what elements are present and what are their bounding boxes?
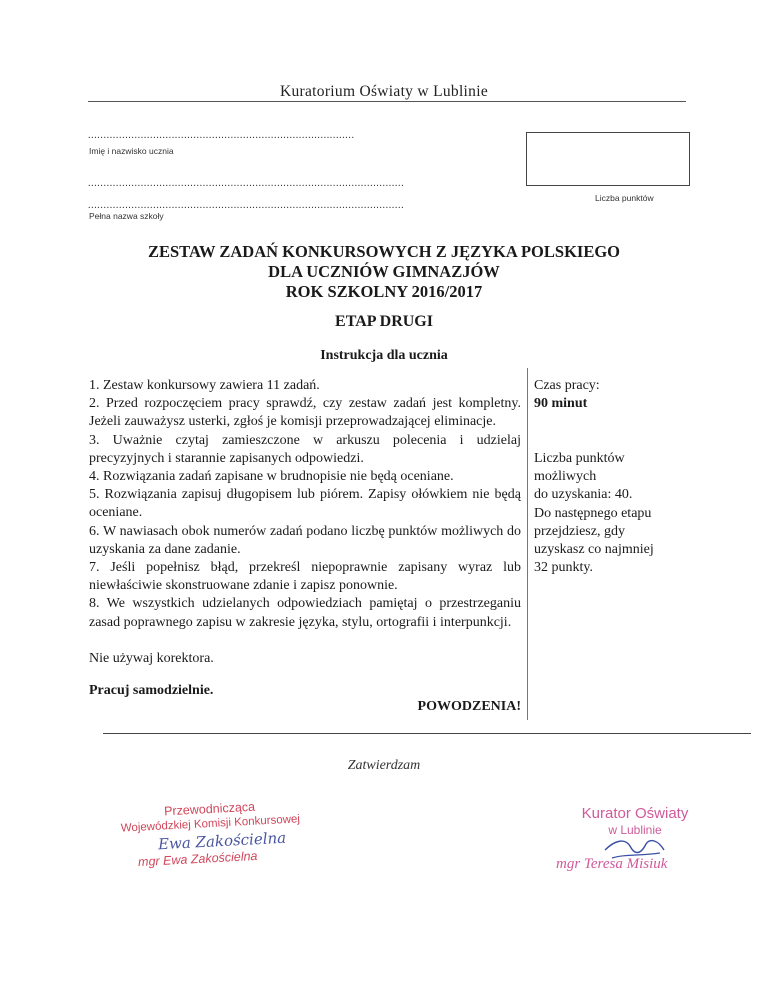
- instruction-item: 6. W nawiasach obok numerów zadań podano liczbę punktów możliwych do uzyskania za dane zadanie.: [89, 523, 521, 557]
- instruction-item: 2. Przed rozpoczęciem pracy sprawdź, czy zestaw zadań jest kompletny. Jeżeli zauważysz usterki, zgłoś je komisji przeprowadzającej eliminacje.: [89, 396, 521, 430]
- right-stamp-line-2: w Lublinie: [608, 823, 662, 837]
- instruction-item: 3. Uważnie czytaj zamieszczone w arkuszu polecenia i udzielaj precyzyjnych i starannie zapisanych odpowiedzi.: [89, 432, 521, 466]
- right-stamp-name: mgr Teresa Misiuk: [556, 856, 668, 872]
- right-stamp-line-1: Kurator Oświaty: [581, 805, 689, 822]
- next-stage-line-1: Do następnego etapu: [534, 505, 652, 521]
- left-signature: Ewa Zakościelna: [157, 828, 287, 854]
- instruction-item: 7. Jeśli popełnisz błąd, przekreśl niepoprawnie zapisany wyraz lub niewłaściwie skonstruowane zdanie i zapisz ponownie.: [89, 560, 521, 594]
- test-title: [0, 242, 768, 302]
- no-corrector-note: Nie używaj korektora.: [89, 650, 214, 666]
- left-stamp-line-2: Wojewódzkiej Komisji Konkursowej: [120, 813, 301, 835]
- student-name-label: Imię i nazwisko ucznia: [89, 146, 174, 156]
- time-info: [534, 377, 600, 413]
- instruction-item: 5. Rozwiązania zapisuj długopisem lub piórem. Zapisy ołówkiem nie będą oceniane.: [89, 487, 521, 521]
- good-luck: POWODZENIA!: [417, 699, 521, 715]
- school-name-label: Pełna nazwa szkoły: [89, 211, 164, 221]
- time-label: Czas pracy:: [534, 378, 600, 393]
- header-title: Kuratorium Oświaty w Lublinie: [279, 83, 488, 100]
- next-stage-line-3: uzyskasz co najmniej: [534, 542, 654, 558]
- points-line-3: do uzyskania: 40.: [534, 487, 633, 503]
- points-line-2: możliwych: [534, 469, 597, 485]
- left-stamp-name: mgr Ewa Zakościelna: [137, 848, 258, 870]
- approval-label: Zatwierdzam: [347, 758, 421, 773]
- right-stamp: [565, 806, 705, 838]
- instructions-heading: Instrukcja dla ucznia: [320, 348, 448, 363]
- instructions-list: [89, 377, 521, 716]
- points-box[interactable]: [526, 132, 690, 186]
- instruction-item: 1. Zestaw konkursowy zawiera 11 zadań.: [89, 378, 320, 393]
- stage-title: ETAP DRUGI: [335, 313, 433, 330]
- column-divider: [527, 368, 528, 720]
- title-line-1: ZESTAW ZADAŃ KONKURSOWYCH Z JĘZYKA POLSKIEGO: [147, 242, 621, 261]
- next-stage-line-4: 32 punkty.: [534, 560, 593, 576]
- title-line-3: ROK SZKOLNY 2016/2017: [285, 282, 483, 301]
- points-box-label: Liczba punktów: [595, 193, 654, 203]
- points-line-1: Liczba punktów: [534, 451, 625, 466]
- school-name-line-2[interactable]: ......................................................................................................: [88, 200, 405, 211]
- work-alone-note: Pracuj samodzielnie.: [89, 683, 214, 699]
- time-value: 90 minut: [534, 396, 588, 412]
- instruction-item: 4. Rozwiązania zadań zapisane w brudnopisie nie będą oceniane.: [89, 469, 454, 485]
- next-stage-line-2: przejdziesz, gdy: [534, 523, 625, 539]
- header-divider: [88, 101, 686, 102]
- school-name-line-1[interactable]: ......................................................................................................: [88, 178, 405, 189]
- instruction-item: 8. We wszystkich udzielanych odpowiedziach pamiętaj o przestrzeganiu zasad poprawnego zapisu w zakresie języka, stylu, ortografii i interpunkcji.: [89, 596, 521, 630]
- student-name-line[interactable]: ......................................................................................: [88, 130, 355, 141]
- points-info: [534, 450, 654, 577]
- title-line-2: DLA UCZNIÓW GIMNAZJÓW: [268, 262, 500, 281]
- bottom-divider: [103, 733, 751, 734]
- left-stamp-line-1: Przewodnicząca: [163, 799, 256, 819]
